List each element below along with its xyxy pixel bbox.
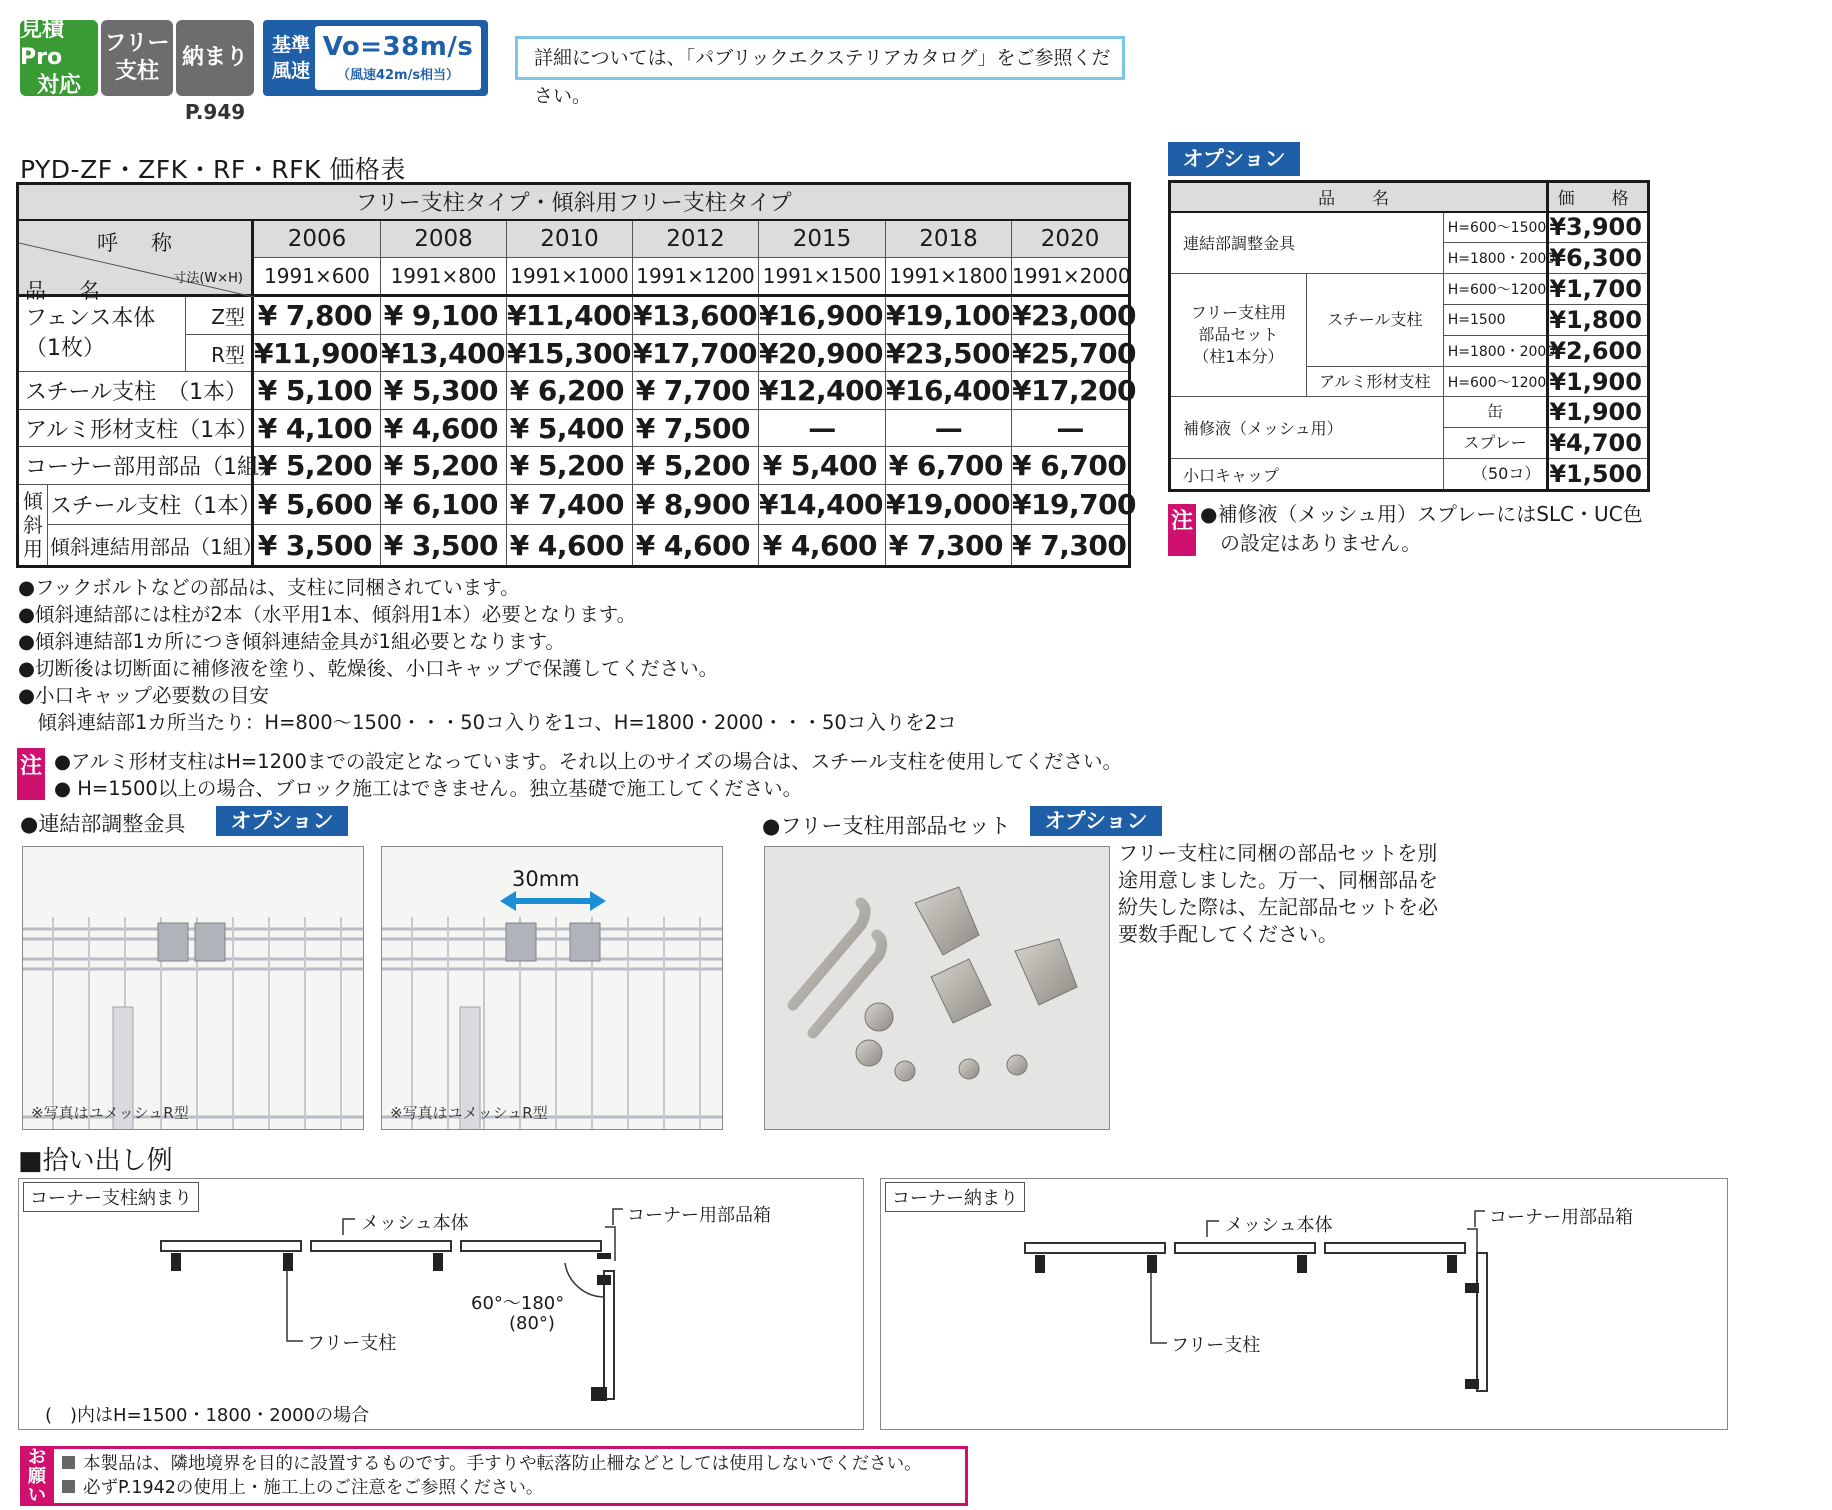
- note-item: ●傾斜連結部1カ所につき傾斜連結金具が1組必要となります。: [18, 630, 565, 653]
- table-row: [18, 409, 1130, 447]
- type-label: Z型: [186, 296, 253, 335]
- koguchi-label: 小口キャップ: [1170, 459, 1444, 491]
- price-cell: ¥ 5,200: [633, 447, 759, 485]
- price-cell: ¥15,300: [507, 334, 633, 372]
- option-price: ¥1,900: [1548, 366, 1649, 397]
- price-cell: ¥ 3,500: [381, 525, 507, 567]
- price-cell: ¥19,100: [886, 296, 1012, 335]
- example-tag: コーナー納まり: [885, 1182, 1025, 1212]
- slope-label-char: 傾: [23, 489, 43, 514]
- koguchi-unit: （50コ）: [1443, 459, 1548, 491]
- note-item: ●フックボルトなどの部品は、支柱に同梱されています。: [18, 576, 520, 599]
- row-label: 傾斜連結用部品（1組）: [48, 525, 253, 567]
- angle-sub-label: (80°): [509, 1313, 555, 1334]
- height-cell: H=600～1200: [1443, 366, 1548, 397]
- price-cell: ¥ 5,400: [759, 447, 886, 485]
- price-cell: ¥ 5,200: [381, 447, 507, 485]
- header-corner-cell: [18, 220, 253, 303]
- alumi-label: アルミ形材支柱: [1306, 366, 1443, 397]
- caution-notes: [54, 748, 1122, 802]
- size-header: 1991×1800: [886, 258, 1012, 296]
- option-price: ¥1,700: [1548, 274, 1649, 305]
- size-header: 1991×800: [381, 258, 507, 296]
- size-header: 1991×600: [253, 258, 381, 296]
- note-item: ●小口キャップ必要数の目安: [18, 684, 270, 707]
- price-cell: ¥ 5,200: [507, 447, 633, 485]
- page-title: PYD-ZF・ZFK・RF・RFK 価格表: [20, 155, 406, 184]
- table-row: [1170, 274, 1649, 305]
- row-label: コーナー部用部品（1組）: [18, 447, 253, 485]
- price-cell: ¥ 7,800: [253, 296, 381, 335]
- height-cell: H=1800・2000: [1443, 335, 1548, 366]
- note-item: 傾斜連結部1カ所当たり：H=800～1500・・・50コ入りを1コ、H=1800・2000・・・50コ入りを2コ: [18, 711, 957, 734]
- price-cell: ¥ 4,600: [507, 525, 633, 567]
- square-bullet-icon: [62, 1456, 75, 1469]
- page-reference[interactable]: P.949: [184, 100, 246, 124]
- option-price: ¥3,900: [1548, 212, 1649, 243]
- renketsu-label: 連結部調整金具: [1170, 212, 1444, 274]
- hoshu-type: 缶: [1443, 397, 1548, 428]
- table-row: [18, 447, 1130, 485]
- wind-value-box: [315, 26, 481, 90]
- example-note: ( )内はH=1500・1800・2000の場合: [45, 1405, 370, 1426]
- caution-item: ● H=1500以上の場合、ブロック施工はできません。独立基礎で施工してください。: [54, 777, 803, 800]
- price-cell: ¥17,200: [1012, 372, 1130, 410]
- angle-label: 60°～180°: [471, 1293, 565, 1314]
- option-tag: オプション: [216, 806, 348, 836]
- price-cell: ¥ 4,600: [759, 525, 886, 567]
- table-row: [18, 372, 1130, 410]
- request-line: [62, 1452, 922, 1476]
- request-line-text: 本製品は、隣地境界を目的に設置するものです。手すりや転落防止柵などとしては使用しないでください。: [83, 1454, 922, 1474]
- request-badge-char: い: [28, 1485, 46, 1506]
- height-cell: H=600～1200: [1443, 274, 1548, 305]
- option-caution-text: [1200, 500, 1643, 558]
- price-cell: ¥ 4,600: [633, 525, 759, 567]
- parts-set-photo: [764, 846, 1110, 1130]
- badge-line: 支柱: [114, 59, 159, 84]
- price-cell: ¥19,000: [886, 485, 1012, 525]
- table-row: [1170, 212, 1649, 243]
- slope-label-char: 用: [23, 537, 43, 562]
- height-cell: H=1500: [1443, 304, 1548, 335]
- price-cell: ¥13,600: [633, 296, 759, 335]
- wind-label: [269, 32, 313, 84]
- type-label: R型: [186, 334, 253, 372]
- price-cell: ¥ 5,300: [381, 372, 507, 410]
- price-cell: ¥ 5,400: [507, 409, 633, 447]
- table-row: [18, 296, 1130, 335]
- option-table: [1168, 180, 1650, 492]
- option-caution-line: の設定はありません。: [1220, 531, 1422, 555]
- request-badge: [20, 1446, 54, 1506]
- fence-label-line: （1枚）: [25, 336, 105, 362]
- price-cell: —: [1012, 409, 1130, 447]
- option-caution-badge: 注: [1168, 504, 1196, 556]
- price-cell: ¥ 5,100: [253, 372, 381, 410]
- renketsu-section-title: ●連結部調整金具: [20, 812, 186, 836]
- request-badge-char: お: [28, 1447, 46, 1468]
- parts-section-title: ●フリー支柱用部品セット: [762, 814, 1011, 838]
- fence-label-line: フェンス本体: [25, 306, 156, 332]
- corner-example: [880, 1178, 1728, 1430]
- price-cell: ¥ 9,100: [381, 296, 507, 335]
- table-row: [18, 485, 1130, 525]
- year-header: 2012: [633, 220, 759, 258]
- price-cell: ¥ 8,900: [633, 485, 759, 525]
- price-cell: ¥16,900: [759, 296, 886, 335]
- post-label: フリー支柱: [1171, 1335, 1261, 1356]
- price-cell: ¥25,700: [1012, 334, 1130, 372]
- mesh-fence-image: [23, 847, 364, 1130]
- free-set-line: 部品セット: [1198, 325, 1279, 345]
- wind-equivalent: （風速42m/s相当）: [336, 68, 460, 83]
- request-line: [62, 1476, 922, 1500]
- caution-badge: 注: [17, 748, 45, 800]
- price-cell: —: [886, 409, 1012, 447]
- price-cell: ¥ 6,100: [381, 485, 507, 525]
- fence-label: [18, 296, 186, 372]
- osamari-badge: [176, 20, 254, 96]
- example-tag: コーナー支柱納まり: [23, 1182, 199, 1212]
- steel-label: スチール支柱: [1306, 274, 1443, 366]
- renketsu-photo-1: [22, 846, 364, 1130]
- catalog-notice: 詳細については、「パブリックエクステリアカタログ」をご参照ください。: [515, 36, 1125, 80]
- price-cell: ¥14,400: [759, 485, 886, 525]
- option-header-price: 価 格: [1548, 182, 1649, 212]
- size-header: 1991×1000: [507, 258, 633, 296]
- table-row: [18, 525, 1130, 567]
- year-header: 2008: [381, 220, 507, 258]
- price-cell: ¥20,900: [759, 334, 886, 372]
- price-table: [16, 182, 1137, 568]
- slope-label: [18, 485, 48, 567]
- request-badge-char: 願: [28, 1466, 46, 1487]
- post-label: フリー支柱: [307, 1333, 397, 1354]
- price-cell: ¥23,000: [1012, 296, 1130, 335]
- height-cell: H=600～1500: [1443, 212, 1548, 243]
- size-header: 1991×2000: [1012, 258, 1130, 296]
- mesh-label: メッシュ本体: [361, 1213, 469, 1234]
- option-price: ¥1,800: [1548, 304, 1649, 335]
- row-label: スチール支柱 （1本）: [18, 372, 253, 410]
- badge-line: フリー: [104, 31, 170, 56]
- corner-box-label: コーナー用部品箱: [627, 1205, 771, 1226]
- corner-box-label: コーナー用部品箱: [1489, 1207, 1633, 1228]
- price-cell: ¥ 5,200: [253, 447, 381, 485]
- price-cell: ¥ 6,700: [886, 447, 1012, 485]
- price-cell: ¥ 7,700: [633, 372, 759, 410]
- header-name: 品 名: [25, 278, 106, 303]
- price-cell: ¥ 4,600: [381, 409, 507, 447]
- slope-label-char: 斜: [23, 513, 43, 538]
- size-header: 1991×1500: [759, 258, 886, 296]
- photo-caption: ※写真はユメッシュR型: [31, 1104, 189, 1122]
- table-row: [1170, 397, 1649, 428]
- price-cell: ¥ 6,200: [507, 372, 633, 410]
- price-cell: ¥ 6,700: [1012, 447, 1130, 485]
- option-price: ¥1,900: [1548, 397, 1649, 428]
- photo-caption: ※写真はユメッシュR型: [390, 1104, 548, 1122]
- option-price: ¥4,700: [1548, 428, 1649, 459]
- badge-line: 見積Pro: [20, 17, 65, 70]
- hoshu-label: 補修液（メッシュ用）: [1170, 397, 1444, 459]
- price-cell: ¥ 3,500: [253, 525, 381, 567]
- free-set-line: （柱1本分）: [1193, 347, 1284, 367]
- notes-list: [18, 574, 957, 736]
- free-post-badge: [101, 20, 173, 96]
- free-set-line: フリー支柱用: [1190, 303, 1287, 323]
- square-bullet-icon: [62, 1480, 75, 1493]
- corner-post-example: [18, 1178, 864, 1430]
- header-call: 呼 称: [97, 230, 178, 255]
- wind-label-line: 基準: [271, 34, 310, 56]
- price-cell: ¥ 5,600: [253, 485, 381, 525]
- option-price: ¥1,500: [1548, 459, 1649, 491]
- parts-image: [765, 847, 1110, 1130]
- note-item: ●切断後は切断面に補修液を塗り、乾燥後、小口キャップで保護してください。: [18, 657, 719, 680]
- price-cell: ¥11,900: [253, 334, 381, 372]
- price-cell: ¥ 7,500: [633, 409, 759, 447]
- request-text: [62, 1452, 922, 1500]
- price-cell: —: [759, 409, 886, 447]
- option-tag: オプション: [1168, 142, 1300, 176]
- price-cell: ¥ 7,300: [1012, 525, 1130, 567]
- wind-speed-badge: [263, 20, 488, 96]
- size-header: 1991×1200: [633, 258, 759, 296]
- mesh-label: メッシュ本体: [1225, 1215, 1333, 1236]
- price-cell: ¥ 4,100: [253, 409, 381, 447]
- caution-item: ●アルミ形材支柱はH=1200までの設定となっています。それ以上のサイズの場合は、スチール支柱を使用してください。: [54, 750, 1122, 773]
- price-cell: ¥13,400: [381, 334, 507, 372]
- option-tag: オプション: [1030, 806, 1162, 836]
- request-line-text: 必ずP.1942の使用上・施工上のご注意をご参照ください。: [83, 1478, 544, 1498]
- price-cell: ¥19,700: [1012, 485, 1130, 525]
- price-cell: ¥12,400: [759, 372, 886, 410]
- pickup-example-title: ■拾い出し例: [18, 1146, 173, 1176]
- dimension-label: 30mm: [512, 867, 580, 891]
- price-cell: ¥16,400: [886, 372, 1012, 410]
- option-caution-line: ●補修液（メッシュ用）スプレーにはSLC・UC色: [1200, 502, 1643, 526]
- note-item: ●傾斜連結部には柱が2本（水平用1本、傾斜用1本）必要となります。: [18, 603, 637, 626]
- wind-label-line: 風速: [271, 60, 310, 82]
- wind-value: Vo=38m/s: [322, 32, 474, 62]
- hoshu-type: スプレー: [1443, 428, 1548, 459]
- row-label: アルミ形材支柱（1本）: [18, 409, 253, 447]
- price-cell: ¥ 7,400: [507, 485, 633, 525]
- mitsumori-pro-badge: [20, 17, 98, 98]
- year-header: 2020: [1012, 220, 1130, 258]
- option-header-name: 品 名: [1170, 182, 1548, 212]
- price-cell: ¥17,700: [633, 334, 759, 372]
- table-banner: フリー支柱タイプ・傾斜用フリー支柱タイプ: [18, 184, 1130, 220]
- free-set-label: [1170, 274, 1307, 397]
- option-price: ¥2,600: [1548, 335, 1649, 366]
- price-cell: ¥ 7,300: [886, 525, 1012, 567]
- year-header: 2015: [759, 220, 886, 258]
- table-row: [1170, 459, 1649, 491]
- header-dim: 寸法(W×H): [173, 270, 243, 286]
- price-cell: ¥23,500: [886, 334, 1012, 372]
- renketsu-photo-2: [381, 846, 723, 1130]
- row-label: スチール支柱（1本）: [48, 485, 253, 525]
- year-header: 2010: [507, 220, 633, 258]
- badge-line: 納まり: [181, 45, 248, 70]
- height-cell: H=1800・2000: [1443, 243, 1548, 274]
- option-price: ¥6,300: [1548, 243, 1649, 274]
- parts-description: フリー支柱に同梱の部品セットを別途用意しました。万一、同梱部品を紛失した際は、左記部品セットを必要数手配してください。: [1118, 841, 1438, 946]
- badge-line: 対応: [36, 73, 81, 98]
- year-header: 2006: [253, 220, 381, 258]
- price-cell: ¥11,400: [507, 296, 633, 335]
- year-header: 2018: [886, 220, 1012, 258]
